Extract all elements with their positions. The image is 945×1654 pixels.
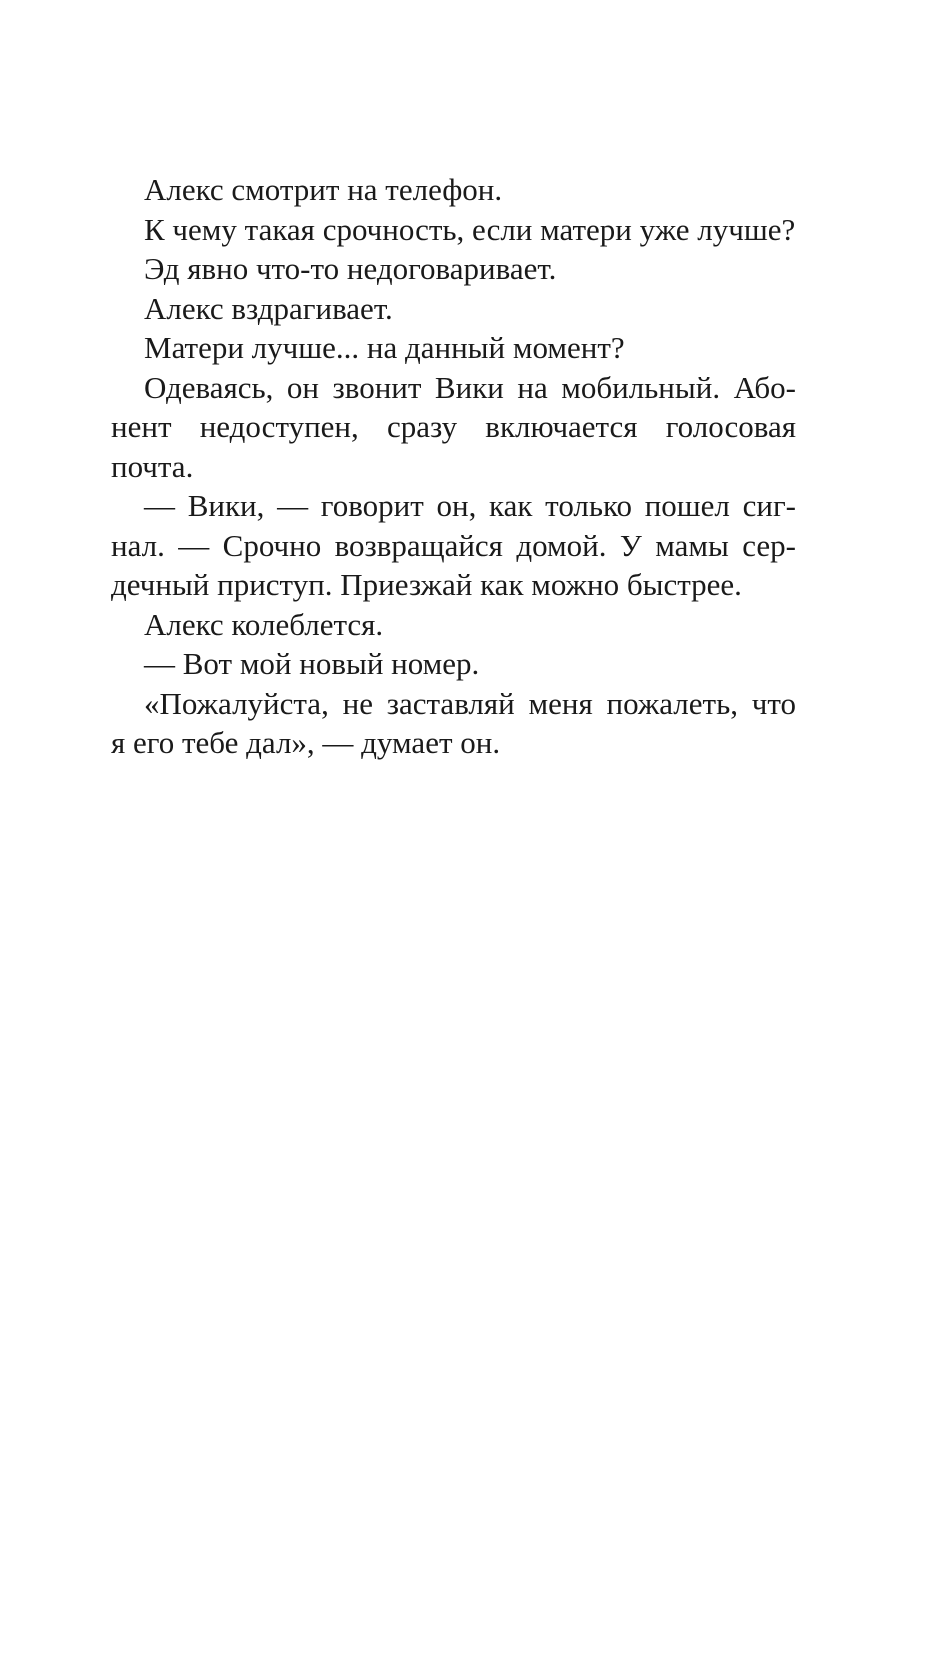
text-line: почта. bbox=[111, 448, 194, 484]
text-line: Алекс смотрит на телефон. bbox=[144, 172, 503, 207]
text-line: нент недоступен, сразу включается голосовая bbox=[111, 409, 796, 444]
paragraph bbox=[111, 684, 796, 763]
text-line: нал. — Срочно возвращайся домой. У мамы сер- bbox=[111, 527, 796, 563]
text-line: К чему такая срочность, если матери уже лучше? bbox=[144, 211, 796, 247]
text-line: «Пожалуйста, не заставляй меня пожалеть, что bbox=[144, 685, 796, 721]
text-line: — Вики, — говорит он, как только пошел сиг- bbox=[144, 488, 796, 523]
text-line: я его тебе дал», — думает он. bbox=[111, 725, 501, 760]
paragraph bbox=[111, 210, 796, 250]
text-line: Эд явно что-то недоговаривает. bbox=[144, 251, 557, 286]
paragraph bbox=[111, 486, 796, 605]
paragraph bbox=[111, 605, 796, 645]
text-line: Матери лучше... на данный момент? bbox=[144, 330, 625, 365]
page-text bbox=[111, 170, 796, 763]
paragraph bbox=[111, 368, 796, 487]
text-line: дечный приступ. Приезжай как можно быстрее. bbox=[111, 567, 742, 602]
paragraph bbox=[111, 249, 796, 289]
paragraph bbox=[111, 289, 796, 329]
text-line: Алекс вздрагивает. bbox=[144, 290, 393, 326]
paragraph bbox=[111, 170, 796, 210]
text-line: Алекс колеблется. bbox=[144, 606, 384, 642]
paragraph bbox=[111, 644, 796, 684]
paragraph bbox=[111, 328, 796, 368]
text-line: — Вот мой новый номер. bbox=[144, 646, 480, 681]
text-line: Одеваясь, он звонит Вики на мобильный. Або- bbox=[144, 369, 796, 405]
